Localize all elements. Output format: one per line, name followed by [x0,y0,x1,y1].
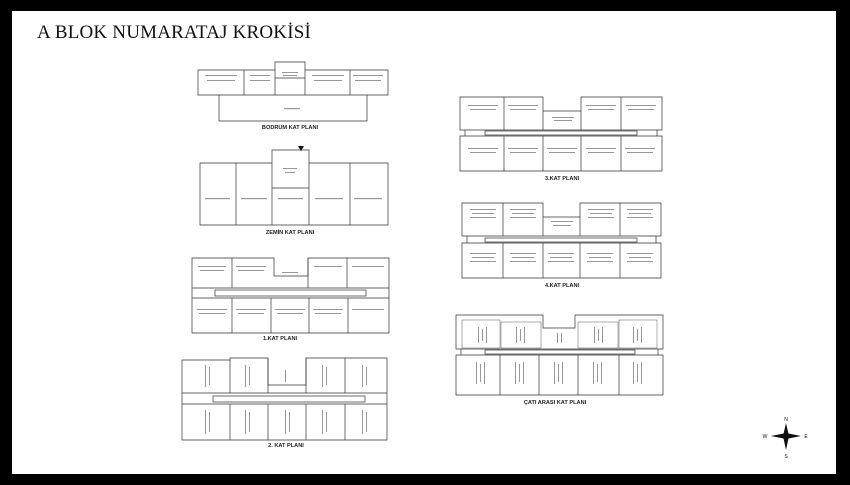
compass-east: E [804,434,808,440]
compass-south: S [784,454,788,460]
plan-kat1 [192,258,389,333]
plan-kat3 [460,97,662,171]
caption-kat3: 3.KAT PLANI [544,176,580,182]
plan-zemin [200,146,388,225]
compass-north: N [784,417,788,423]
compass-rose [763,417,809,460]
caption-zemin: ZEMİN KAT PLANI [265,230,315,236]
page-title: A BLOK NUMARATAJ KROKİSİ [37,22,312,43]
caption-kat1: 1.KAT PLANI [262,336,298,342]
plan-kat2 [182,358,387,440]
caption-bodrum: BODRUM KAT PLANI [261,125,319,131]
caption-kat4: 4.KAT PLANI [544,283,580,289]
plan-bodrum [198,62,388,121]
caption-cati: ÇATI ARASI KAT PLANI [523,400,587,406]
plan-kat4 [462,203,661,278]
plan-cati [456,315,663,395]
compass-west: W [762,434,768,440]
caption-kat2: 2. KAT PLANI [268,443,304,449]
